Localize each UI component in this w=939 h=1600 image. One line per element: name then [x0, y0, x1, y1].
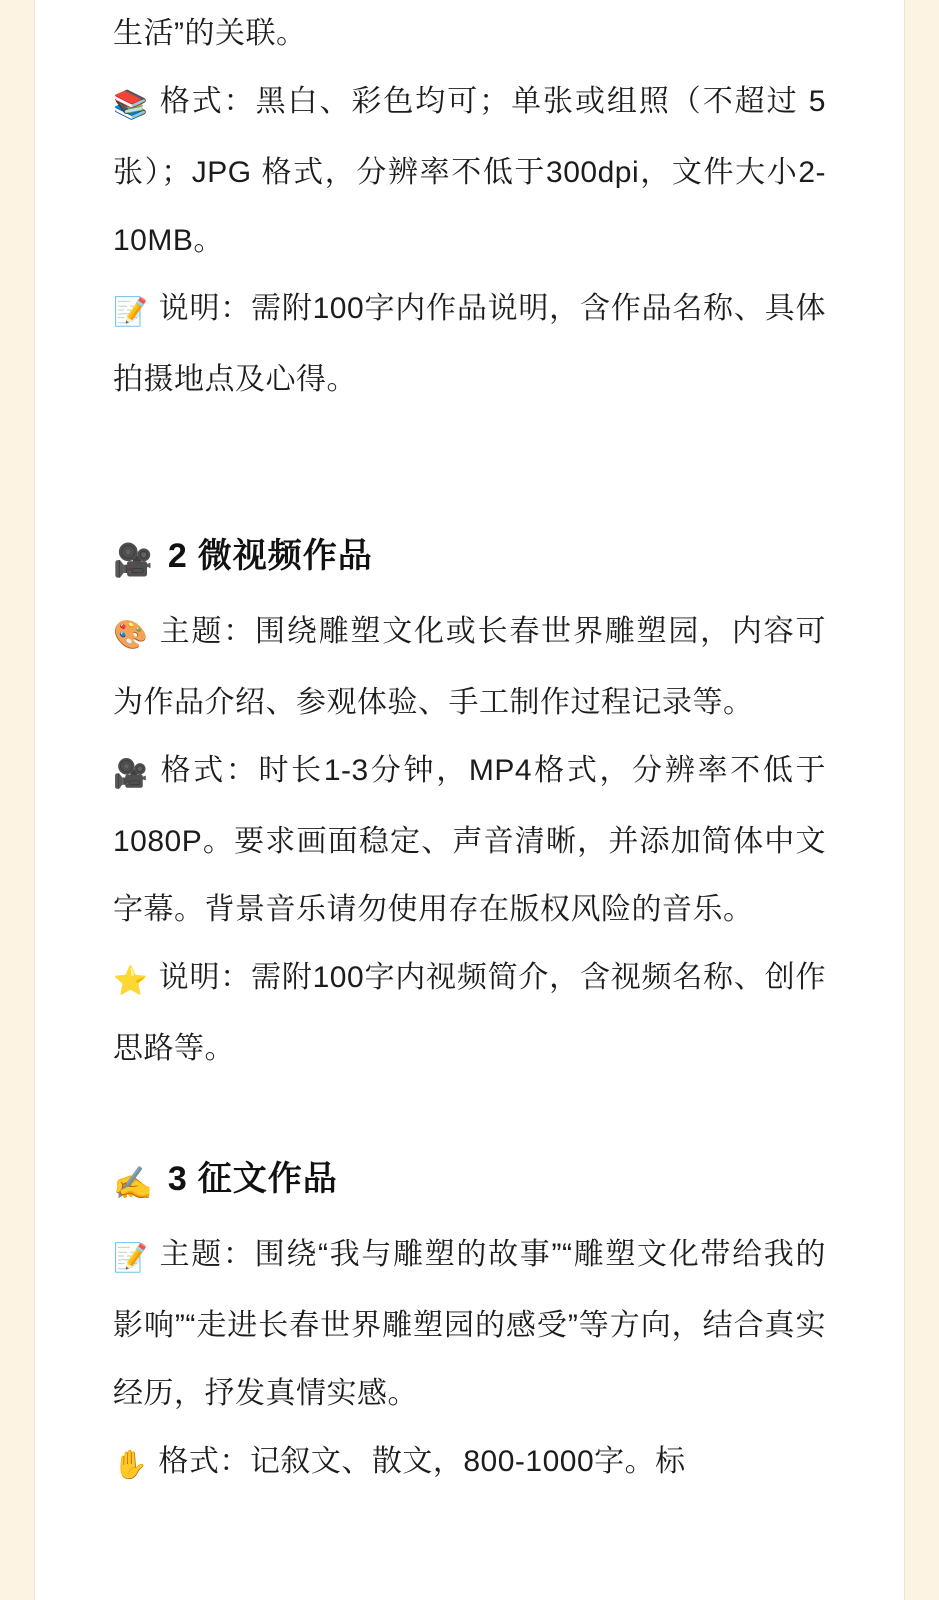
essay-section: [113, 1149, 826, 1499]
memo-icon: 📝: [113, 295, 149, 328]
books-icon: 📚: [113, 88, 149, 121]
document-content: [35, 0, 904, 1600]
photo-theme-tail-paragraph: [113, 0, 826, 68]
memo-icon: 📝: [113, 1241, 149, 1274]
video-theme-paragraph: [113, 598, 826, 737]
movie-camera-icon: 🎥: [113, 757, 149, 790]
movie-camera-icon: 🎥: [113, 541, 154, 579]
page-left-margin: [0, 0, 34, 1600]
video-section: [113, 526, 826, 1083]
section-spacer-1: [113, 414, 826, 526]
essay-section-number: 3: [167, 1160, 188, 1198]
page-right-rule: [904, 0, 905, 1600]
photo-theme-tail-text: 生活”的关联。: [113, 17, 307, 50]
page-right-margin: [905, 0, 939, 1600]
video-note-text: 说明：需附100字内视频简介，含视频名称、创作思路等。: [113, 961, 826, 1065]
video-section-heading: [113, 526, 826, 590]
essay-theme-paragraph: [113, 1221, 826, 1428]
raised-hand-icon: ✋: [113, 1448, 149, 1481]
photo-section: [113, 0, 826, 414]
essay-format-paragraph: [113, 1428, 826, 1499]
essay-section-title: 征文作品: [197, 1160, 338, 1198]
photo-note-text: 说明：需附100字内作品说明，含作品名称、具体拍摄地点及心得。: [113, 292, 826, 396]
photo-format-text: 格式：黑白、彩色均可；单张或组照（不超过 5 张）；JPG 格式，分辨率不低于300dpi，文件大小2-10MB。: [113, 85, 826, 257]
video-section-title: 微视频作品: [197, 537, 373, 575]
video-section-number: 2: [167, 537, 188, 575]
essay-format-text: 格式：记叙文、散文，800-1000字。标: [158, 1445, 686, 1478]
section-spacer-2: [113, 1083, 826, 1149]
palette-icon: 🎨: [113, 618, 149, 651]
video-theme-text: 主题：围绕雕塑文化或长春世界雕塑园，内容可为作品介绍、参观体验、手工制作过程记录等。: [113, 615, 826, 719]
writing-hand-icon: ✍️: [113, 1164, 154, 1202]
essay-theme-text: 主题：围绕“我与雕塑的故事”“雕塑文化带给我的影响”“走进长春世界雕塑园的感受”等方向，结合真实经历，抒发真情实感。: [113, 1238, 826, 1410]
photo-note-paragraph: [113, 275, 826, 414]
video-format-text: 格式：时长1-3分钟，MP4格式，分辨率不低于1080P。要求画面稳定、声音清晰，并添加简体中文字幕。背景音乐请勿使用存在版权风险的音乐。: [113, 754, 826, 926]
essay-section-heading: [113, 1149, 826, 1213]
photo-format-paragraph: [113, 68, 826, 275]
video-note-paragraph: [113, 944, 826, 1083]
star-icon: ⭐: [113, 964, 149, 997]
video-format-paragraph: [113, 737, 826, 944]
